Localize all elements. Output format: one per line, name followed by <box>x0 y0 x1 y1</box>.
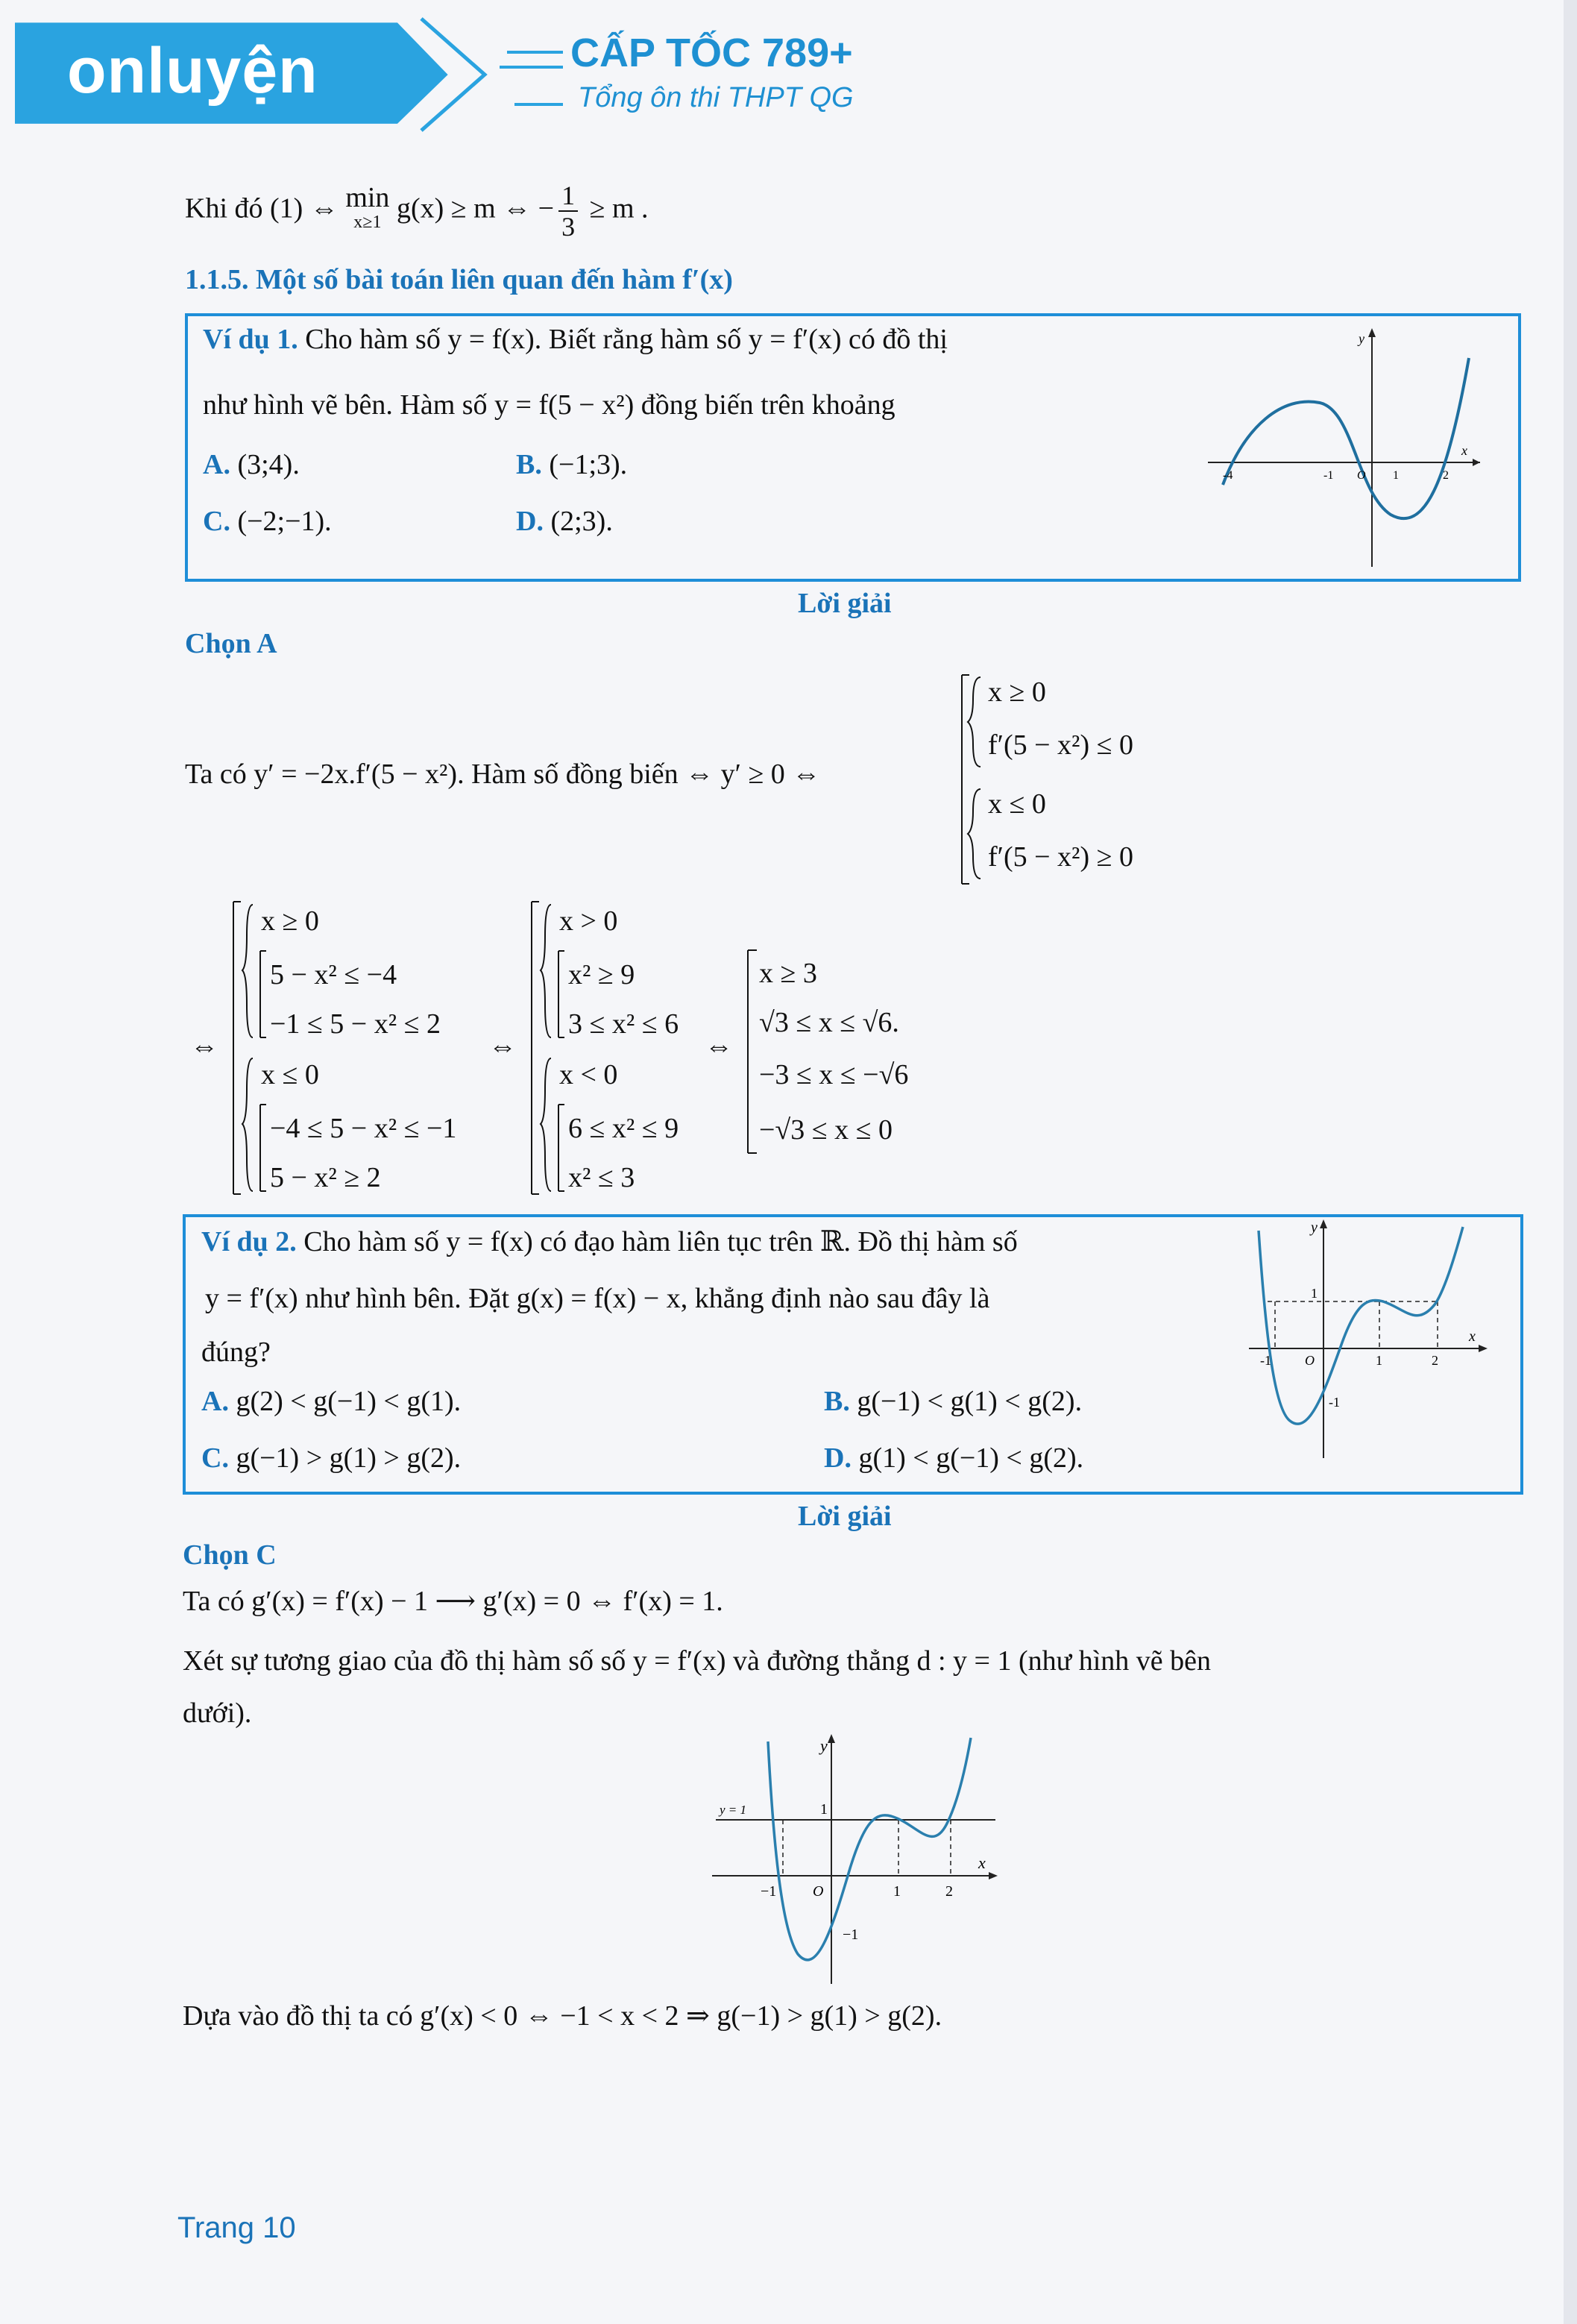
svg-text:1: 1 <box>1376 1353 1382 1368</box>
example2-text1: Ví dụ 2. Cho hàm số y = f(x) có đạo hàm liên tục trên ℝ. Đồ thị hàm số <box>201 1226 1018 1257</box>
svg-text:y = 1: y = 1 <box>720 1803 747 1817</box>
svg-text:2: 2 <box>1443 469 1449 482</box>
page-number: Trang 10 <box>177 2211 296 2244</box>
example1-text1: Ví dụ 1. Cho hàm số y = f(x). Biết rằng hàm số y = f′(x) có đồ thị <box>203 324 948 355</box>
example2-option-b: B. g(−1) < g(1) < g(2). <box>824 1386 1083 1417</box>
sys2a-row2: 5 − x² ≤ −4 <box>270 959 397 990</box>
solution2-heading: Lời giải <box>798 1501 892 1532</box>
svg-text:y: y <box>820 1736 828 1755</box>
sys4-row2: √3 ≤ x ≤ √6. <box>759 1007 899 1038</box>
solution2-line2: Xét sự tương giao của đồ thị hàm số số y = f′(x) và đường thẳng d : y = 1 (như hình vẽ bên <box>183 1645 1211 1677</box>
example2-option-d: D. g(1) < g(−1) < g(2). <box>824 1442 1084 1474</box>
svg-text:x: x <box>978 1853 986 1872</box>
speed-lines-icon <box>500 37 567 112</box>
sys3b-row3: x² ≤ 3 <box>568 1162 635 1193</box>
solution1-line1: Ta có y′ = −2x.f′(5 − x²). Hàm số đồng biến ⇔ y′ ≥ 0 ⇔ <box>185 759 821 790</box>
brand-logo: onluyện <box>67 35 318 107</box>
svg-text:O: O <box>1357 469 1366 482</box>
sys1-row3: x ≤ 0 <box>988 788 1046 820</box>
svg-text:-1: -1 <box>1260 1353 1271 1368</box>
svg-text:1: 1 <box>893 1883 901 1900</box>
example1-option-c: C. (−2;−1). <box>203 506 332 537</box>
sys4-row3: −3 ≤ x ≤ −√6 <box>759 1059 909 1090</box>
example2-graph <box>1245 1216 1491 1462</box>
svg-text:x: x <box>1461 443 1467 458</box>
equiv-1: ⇔ <box>190 1031 218 1062</box>
svg-text:−1: −1 <box>761 1883 777 1900</box>
svg-text:-1: -1 <box>1329 1395 1340 1410</box>
example1-option-b: B. (−1;3). <box>516 449 628 480</box>
solution2-line1: Ta có g′(x) = f′(x) − 1 ⟶ g′(x) = 0 ⇔ f′(x) = 1. <box>183 1586 723 1617</box>
svg-text:1: 1 <box>1311 1286 1318 1301</box>
example1-option-a: A. (3;4). <box>203 449 300 480</box>
sys1-row4: f′(5 − x²) ≥ 0 <box>988 841 1133 873</box>
solution2-conclusion: Dựa vào đồ thị ta có g′(x) < 0 ⇔ −1 < x < 2 ⇒ g(−1) > g(1) > g(2). <box>183 2000 942 2032</box>
equiv-2: ⇔ <box>488 1031 517 1062</box>
svg-text:-4: -4 <box>1223 469 1233 482</box>
example2-option-a: A. g(2) < g(−1) < g(1). <box>201 1386 462 1417</box>
svg-text:2: 2 <box>1432 1353 1438 1368</box>
svg-text:y: y <box>1311 1219 1318 1236</box>
example2-option-c: C. g(−1) > g(1) > g(2). <box>201 1442 462 1474</box>
sys4-row4: −√3 ≤ x ≤ 0 <box>759 1114 893 1146</box>
svg-text:−1: −1 <box>843 1926 859 1943</box>
section-heading: 1.1.5. Một số bài toán liên quan đến hàm f′(x) <box>185 264 733 295</box>
svg-text:O: O <box>1305 1353 1315 1368</box>
sys2b-row1: x ≤ 0 <box>261 1059 319 1090</box>
series-title: CẤP TỐC 789+ <box>570 31 853 75</box>
equiv-3: ⇔ <box>705 1031 733 1062</box>
svg-text:O: O <box>813 1883 824 1900</box>
sys3b-row1: x < 0 <box>559 1059 618 1090</box>
example1-text2: như hình vẽ bên. Hàm số y = f(5 − x²) đồng biến trên khoảng <box>203 389 895 421</box>
example1-graph <box>1200 321 1484 571</box>
sys3a-row1: x > 0 <box>559 905 618 937</box>
svg-text:1: 1 <box>820 1801 828 1818</box>
sys1-row2: f′(5 − x²) ≤ 0 <box>988 729 1133 761</box>
page-edge <box>1564 0 1577 2324</box>
svg-text:2: 2 <box>945 1883 953 1900</box>
intro-line: Khi đó (1) ⇔ min x≥1 g(x) ≥ m ⇔ − $\frac{1}{3}$ ≥ m . <box>185 180 649 242</box>
sys2b-row3: 5 − x² ≥ 2 <box>270 1162 381 1193</box>
sys1-row1: x ≥ 0 <box>988 676 1046 708</box>
sys2a-row1: x ≥ 0 <box>261 905 319 937</box>
example2-text2: y = f′(x) như hình bên. Đặt g(x) = f(x) − x, khẳng định nào sau đây là <box>205 1283 990 1314</box>
solution2-line3: dưới). <box>183 1698 252 1729</box>
brackets-sys2 <box>227 899 272 1197</box>
brackets-sys1 <box>954 671 992 888</box>
sys3b-row2: 6 ≤ x² ≤ 9 <box>568 1113 679 1144</box>
sys2a-row3: −1 ≤ 5 − x² ≤ 2 <box>270 1008 441 1040</box>
svg-text:y: y <box>1359 331 1364 346</box>
solution2-graph <box>708 1730 999 1988</box>
sys3a-row3: 3 ≤ x² ≤ 6 <box>568 1008 679 1040</box>
sys3a-row2: x² ≥ 9 <box>568 959 635 990</box>
brackets-sys3 <box>526 899 570 1197</box>
series-subtitle: Tổng ôn thi THPT QG <box>578 82 854 113</box>
solution1-heading: Lời giải <box>798 588 892 619</box>
svg-text:x: x <box>1469 1328 1476 1345</box>
solution2-choice: Chọn C <box>183 1539 277 1571</box>
example2-text3: đúng? <box>201 1337 271 1368</box>
banner-arrow-outline <box>418 15 500 134</box>
sys4-row1: x ≥ 3 <box>759 958 817 989</box>
solution1-choice: Chọn A <box>185 628 277 659</box>
example1-option-d: D. (2;3). <box>516 506 613 537</box>
sys2b-row2: −4 ≤ 5 − x² ≤ −1 <box>270 1113 457 1144</box>
svg-text:1: 1 <box>1393 469 1399 482</box>
svg-text:-1: -1 <box>1323 469 1334 482</box>
